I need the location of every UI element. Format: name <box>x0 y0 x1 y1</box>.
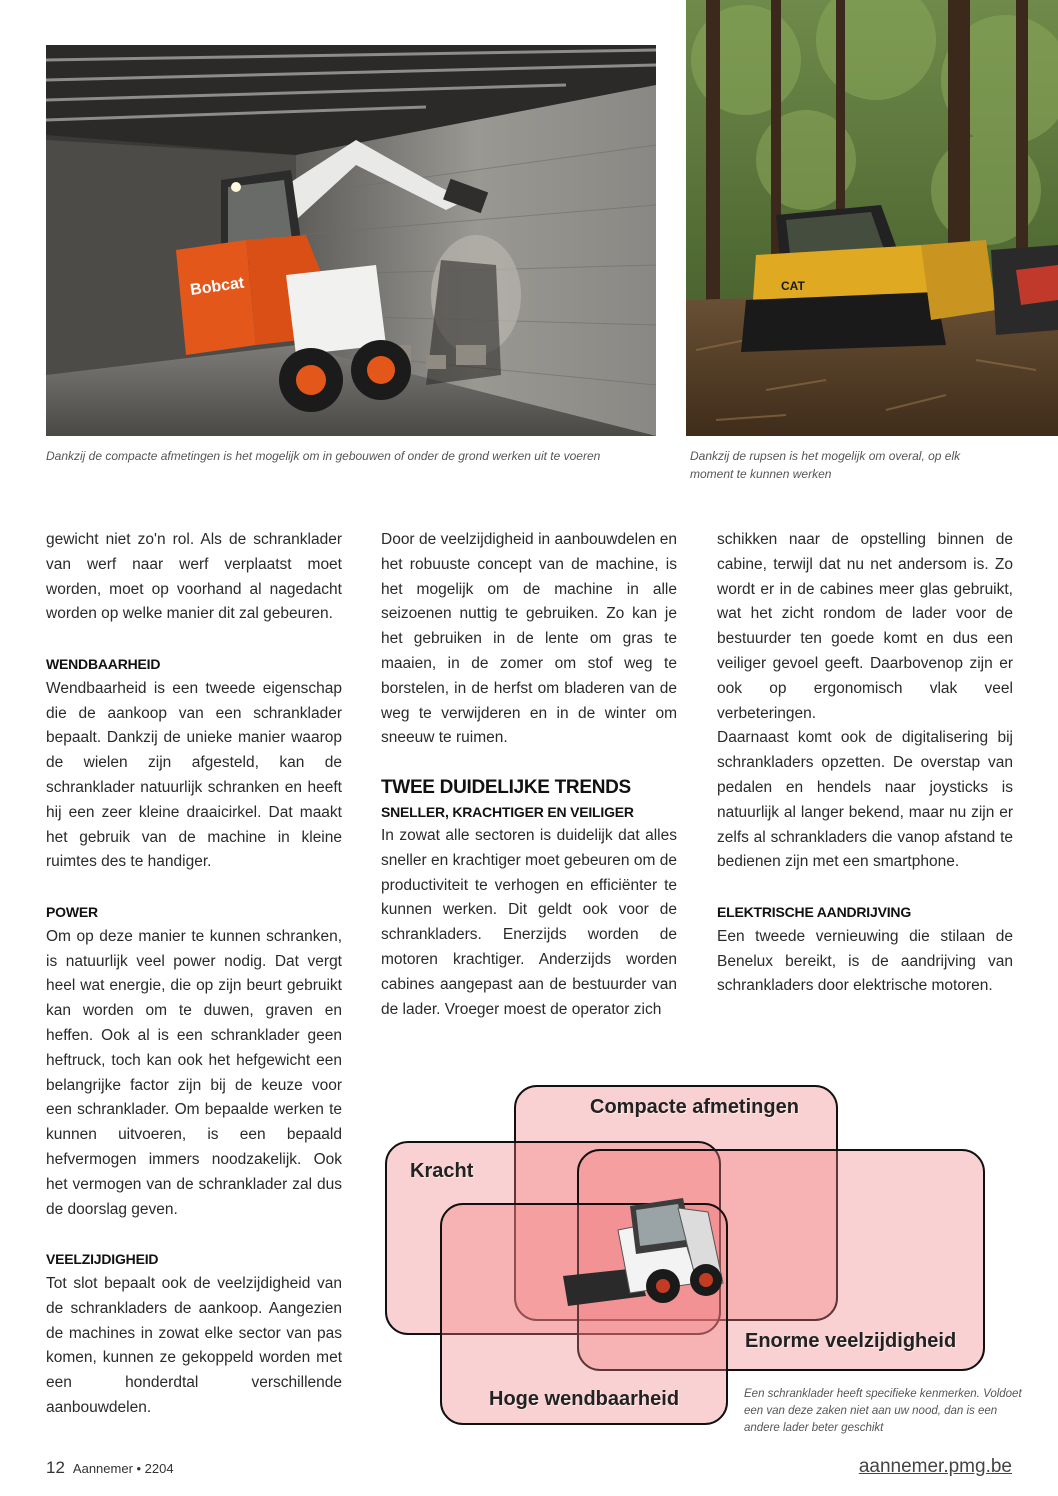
paragraph: gewicht niet zo'n rol. Als de schranklader van werf naar werf verplaatst moet worden, moet op voorhand al nagedacht worden op welke manier dit zal gebeuren. <box>46 531 342 623</box>
label-enorme-veelzijdigheid: Enorme veelzijdigheid <box>745 1330 957 1352</box>
article-column-2 <box>381 528 677 1022</box>
page-footer <box>46 1458 174 1478</box>
page-number: 12 <box>46 1458 65 1477</box>
paragraph: schikken naar de opstelling binnen de cabine, terwijl dat nu net andersom is. Zo wordt er in de cabines meer glas gebruikt, wat het zicht rondom de lader voor de bestuurder ten goede komt en dus een veiliger gevoel geeft. Daarbovenop zijn er ook op ergonomisch vlak veel verbeteringen. <box>717 531 1013 722</box>
bobcat-photo <box>46 45 656 436</box>
svg-text:Bobcat: Bobcat <box>189 274 246 299</box>
paragraph: Door de veelzijdigheid in aanbouwdelen en het robuuste concept van de machine, is het mogelijk om de machine in alle seizoenen nuttig te gebruiken. Zo kan je het gebruiken in de lente om gras te maaien, in de zomer om stof weg te borstelen, in de herfst om bladeren van de weg te verwijderen en in de winter om sneeuw te ruimen. <box>381 531 677 747</box>
paragraph: Daarnaast komt ook de digitalisering bij schrankladers opzetten. De overstap van pedalen en hendels naar joysticks is natuurlijk al langer bekend, maar nu zijn er zelfs al schrankladers die vanop afstand te bedienen zijn met een smartphone. <box>717 729 1013 871</box>
paragraph: Een tweede vernieuwing die stilaan de Benelux bereikt, is de aandrijving van schrankladers door elektrische motoren. <box>717 927 1013 995</box>
section-heading-elektrisch: ELEKTRISCHE AANDRIJVING <box>717 903 912 920</box>
cat-photo-caption: Dankzij de rupsen is het mogelijk om overal, op elk moment te kunnen werken <box>690 449 961 481</box>
paragraph: Wendbaarheid is een tweede eigenschap die de aankoop van een schranklader bepaalt. Dankzij de unieke manier waarop de wielen zijn afgesteld, kan de schranklader natuurlijk schranken en heeft hij een zeer kleine draaicirkel. Dat maakt het gebruik van de machine in kleine ruimtes des te handiger. <box>46 679 342 871</box>
features-diagram-shapes <box>378 1078 998 1436</box>
paragraph: In zowat alle sectoren is duidelijk dat alles sneller en krachtiger moet gebeuren om de productiviteit te verhogen en efficiënter te kunnen werken. Dit geldt ook voor de schrankladers. Enerzijds worden de motoren krachtiger. Anderzijds worden cabines aangepast aan de bestuurder van de lader. Vroeger moest de operator zich <box>381 826 677 1018</box>
section-heading-veelzijdigheid: VEELZIJDIGHEID <box>46 1251 159 1268</box>
section-subheading: SNELLER, KRACHTIGER EN VEILIGER <box>381 803 634 820</box>
svg-text:CAT: CAT <box>781 279 805 293</box>
section-heading-power: POWER <box>46 903 98 920</box>
article-column-3 <box>717 528 1013 999</box>
label-kracht: Kracht <box>410 1160 474 1182</box>
section-heading-trends: TWEE DUIDELIJKE TRENDS <box>381 776 631 798</box>
label-hoge-wendbaarheid: Hoge wendbaarheid <box>489 1388 680 1410</box>
label-compacte-afmetingen: Compacte afmetingen <box>590 1096 799 1118</box>
diagram-caption: Een schranklader heeft specifieke kenmerken. Voldoet een van deze zaken niet aan uw nood, dan is een andere lader beter geschikt <box>744 1388 1022 1434</box>
section-heading-wendbaarheid: WENDBAARHEID <box>46 655 161 672</box>
paragraph: Tot slot bepaalt ook de veelzijdigheid van de schrankladers de aankoop. Aangezien de machines in zowat elke sector van pas komen, kunnen ze gekoppeld worden met een honderdtal verschillende aanbouwdelen. <box>46 1274 342 1416</box>
features-diagram <box>378 1078 998 1436</box>
website-link[interactable]: aannemer.pmg.be <box>858 1456 1012 1477</box>
bobcat-photo-caption: Dankzij de compacte afmetingen is het mogelijk om in gebouwen of onder de grond werken uit te voeren <box>46 449 601 463</box>
magazine-issue: Aannemer • 2204 <box>72 1461 174 1476</box>
cat-forest-photo <box>686 0 1058 436</box>
article-column-1 <box>46 528 342 1421</box>
paragraph: Om op deze manier te kunnen schranken, is natuurlijk veel power nodig. Dat vergt heel wat energie, die op zijn beurt gebruikt kan worden om te duwen, graven en heffen. Ook al is een schranklader geen heftruck, toch kan ook het hefgewicht een belangrijke factor zijn bij de keuze voor een schranklader. Om bepaalde werken te kunnen uitvoeren, is een bepaald hefvermogen immers noodzakelijk. Ook het vermogen van de schranklader zal dus de doorslag geven. <box>46 927 342 1218</box>
